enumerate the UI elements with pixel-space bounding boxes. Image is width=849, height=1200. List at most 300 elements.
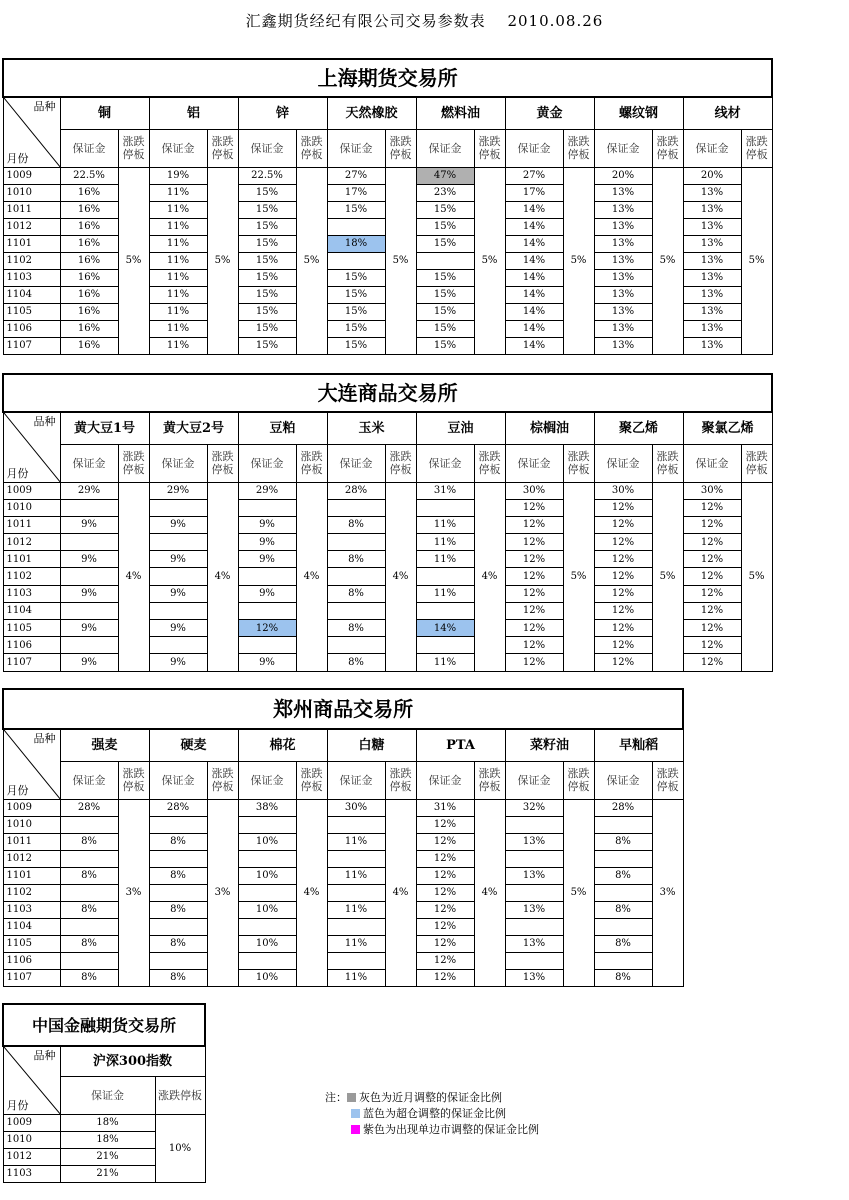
- margin-cell: [238, 637, 296, 654]
- month-cell: 1103: [3, 585, 60, 602]
- margin-cell: 11%: [149, 218, 207, 235]
- margin-cell: [149, 568, 207, 585]
- month-cell: 1102: [3, 252, 60, 269]
- margin-cell: 19%: [149, 167, 207, 184]
- margin-cell: [238, 499, 296, 516]
- margin-cell: [505, 952, 563, 969]
- margin-cell: 21%: [60, 1165, 155, 1182]
- margin-cell: 14%: [505, 286, 563, 303]
- margin-cell: 10%: [238, 935, 296, 952]
- margin-cell: [60, 602, 118, 619]
- margin-cell: 28%: [60, 799, 118, 816]
- margin-header: 保证金: [327, 444, 385, 482]
- margin-cell: 16%: [60, 252, 118, 269]
- margin-cell: 9%: [149, 516, 207, 533]
- margin-cell: 13%: [683, 320, 741, 337]
- margin-cell: 11%: [327, 935, 385, 952]
- product-name: 黄金: [505, 97, 594, 129]
- month-cell: 1106: [3, 637, 60, 654]
- margin-cell: 13%: [683, 252, 741, 269]
- limit-cell: 4%: [207, 482, 238, 671]
- margin-cell: [327, 602, 385, 619]
- corner-month-label: 月份: [6, 466, 29, 480]
- month-cell: 1012: [3, 218, 60, 235]
- margin-cell: 11%: [149, 201, 207, 218]
- margin-cell: [505, 850, 563, 867]
- margin-cell: 12%: [594, 585, 652, 602]
- product-name: 硬麦: [149, 729, 238, 761]
- margin-header: 保证金: [505, 129, 563, 167]
- limit-cell: 4%: [118, 482, 149, 671]
- month-cell: 1011: [3, 833, 60, 850]
- margin-cell: 15%: [327, 201, 385, 218]
- exchange-title: 郑州商品交易所: [3, 689, 683, 729]
- limit-header: 涨跌停板: [652, 761, 683, 799]
- margin-cell: 16%: [60, 303, 118, 320]
- month-cell: 1107: [3, 337, 60, 354]
- margin-cell: [149, 816, 207, 833]
- margin-cell: 15%: [238, 184, 296, 201]
- margin-cell: [416, 499, 474, 516]
- margin-cell: 8%: [60, 867, 118, 884]
- margin-cell: 13%: [594, 252, 652, 269]
- margin-cell: [60, 499, 118, 516]
- margin-header: 保证金: [594, 129, 652, 167]
- margin-cell: 27%: [327, 167, 385, 184]
- month-cell: 1009: [3, 482, 60, 499]
- margin-cell: 15%: [416, 320, 474, 337]
- product-name: 铝: [149, 97, 238, 129]
- margin-cell: 20%: [683, 167, 741, 184]
- limit-header: 涨跌停板: [652, 444, 683, 482]
- margin-header: 保证金: [60, 1076, 155, 1114]
- corner-header: [3, 1046, 60, 1114]
- margin-cell: 15%: [416, 269, 474, 286]
- limit-header: 涨跌停板: [385, 761, 416, 799]
- product-name: 黄大豆1号: [60, 412, 149, 444]
- margin-cell: 12%: [594, 602, 652, 619]
- margin-cell: [594, 884, 652, 901]
- margin-cell: 12%: [416, 901, 474, 918]
- limit-header: 涨跌停板: [207, 129, 238, 167]
- margin-cell: 8%: [594, 867, 652, 884]
- margin-cell: [327, 850, 385, 867]
- document-title: 汇鑫期货经纪有限公司交易参数表 2010.08.26: [245, 12, 604, 30]
- margin-cell: 12%: [505, 620, 563, 637]
- margin-cell: 12%: [594, 637, 652, 654]
- margin-cell: 11%: [149, 320, 207, 337]
- margin-cell: 15%: [416, 235, 474, 252]
- month-cell: 1009: [3, 167, 60, 184]
- margin-cell: 18%: [60, 1114, 155, 1131]
- margin-cell: 22.5%: [60, 167, 118, 184]
- margin-cell: 12%: [505, 585, 563, 602]
- margin-cell: 14%: [505, 303, 563, 320]
- margin-header: 保证金: [149, 761, 207, 799]
- margin-cell: 17%: [505, 184, 563, 201]
- margin-cell: 12%: [505, 654, 563, 671]
- margin-header: 保证金: [505, 444, 563, 482]
- margin-cell: 13%: [594, 286, 652, 303]
- month-cell: 1101: [3, 235, 60, 252]
- margin-cell: 47%: [416, 167, 474, 184]
- margin-cell: 12%: [416, 884, 474, 901]
- limit-cell: 4%: [385, 799, 416, 986]
- month-cell: 1102: [3, 568, 60, 585]
- month-cell: 1101: [3, 551, 60, 568]
- margin-cell: [416, 568, 474, 585]
- margin-cell: 12%: [594, 551, 652, 568]
- margin-cell: 13%: [683, 218, 741, 235]
- margin-header: 保证金: [594, 761, 652, 799]
- margin-header: 保证金: [416, 444, 474, 482]
- margin-cell: 13%: [505, 867, 563, 884]
- margin-cell: [149, 850, 207, 867]
- margin-cell: 15%: [416, 337, 474, 354]
- product-name: 聚乙烯: [594, 412, 683, 444]
- margin-cell: [60, 952, 118, 969]
- margin-cell: [327, 952, 385, 969]
- margin-cell: 12%: [505, 551, 563, 568]
- margin-cell: 15%: [416, 218, 474, 235]
- margin-cell: [416, 637, 474, 654]
- margin-cell: 13%: [683, 286, 741, 303]
- margin-cell: 18%: [60, 1131, 155, 1148]
- margin-header: 保证金: [238, 761, 296, 799]
- limit-header: 涨跌停板: [207, 444, 238, 482]
- margin-cell: 10%: [238, 867, 296, 884]
- table-row: [3, 167, 772, 184]
- margin-cell: 30%: [505, 482, 563, 499]
- margin-cell: [238, 952, 296, 969]
- margin-cell: [60, 637, 118, 654]
- product-name: 玉米: [327, 412, 416, 444]
- legend: [325, 1090, 539, 1138]
- margin-cell: 8%: [594, 833, 652, 850]
- product-name: 豆油: [416, 412, 505, 444]
- limit-cell: 4%: [474, 482, 505, 671]
- margin-cell: [594, 816, 652, 833]
- limit-header: 涨跌停板: [118, 129, 149, 167]
- limit-header: 涨跌停板: [563, 129, 594, 167]
- margin-cell: 8%: [149, 935, 207, 952]
- margin-cell: 8%: [60, 833, 118, 850]
- margin-cell: 15%: [238, 337, 296, 354]
- month-cell: 1103: [3, 1165, 60, 1182]
- margin-cell: 14%: [505, 337, 563, 354]
- month-cell: 1105: [3, 935, 60, 952]
- margin-cell: [238, 850, 296, 867]
- margin-cell: 15%: [416, 286, 474, 303]
- margin-cell: 8%: [60, 969, 118, 986]
- margin-cell: 15%: [327, 269, 385, 286]
- margin-cell: 13%: [505, 935, 563, 952]
- margin-header: 保证金: [505, 761, 563, 799]
- product-name: 线材: [683, 97, 772, 129]
- month-cell: 1106: [3, 952, 60, 969]
- month-cell: 1012: [3, 534, 60, 551]
- margin-header: 保证金: [60, 444, 118, 482]
- margin-header: 保证金: [683, 444, 741, 482]
- margin-cell: 12%: [683, 585, 741, 602]
- shfe-table: [2, 58, 773, 355]
- margin-cell: 8%: [149, 901, 207, 918]
- margin-cell: 8%: [149, 833, 207, 850]
- margin-cell: 12%: [683, 568, 741, 585]
- margin-cell: 11%: [149, 252, 207, 269]
- margin-cell: 27%: [505, 167, 563, 184]
- margin-cell: 15%: [238, 269, 296, 286]
- margin-cell: 8%: [60, 935, 118, 952]
- margin-cell: [149, 918, 207, 935]
- exchange-title: 中国金融期货交易所: [3, 1004, 205, 1046]
- margin-cell: [238, 918, 296, 935]
- margin-cell: 8%: [149, 867, 207, 884]
- limit-cell: 5%: [563, 799, 594, 986]
- margin-cell: 12%: [505, 568, 563, 585]
- corner-product-label: 品种: [33, 732, 56, 745]
- margin-cell: 16%: [60, 235, 118, 252]
- margin-cell: 11%: [149, 235, 207, 252]
- margin-cell: 9%: [238, 534, 296, 551]
- margin-cell: 30%: [594, 482, 652, 499]
- margin-cell: [594, 918, 652, 935]
- margin-cell: 13%: [505, 901, 563, 918]
- margin-cell: [327, 637, 385, 654]
- margin-cell: 9%: [60, 620, 118, 637]
- margin-header: 保证金: [416, 761, 474, 799]
- margin-cell: 12%: [594, 499, 652, 516]
- product-name: 聚氯乙烯: [683, 412, 772, 444]
- blue-swatch-icon: [351, 1109, 360, 1118]
- margin-cell: 12%: [594, 568, 652, 585]
- margin-cell: 38%: [238, 799, 296, 816]
- margin-cell: 9%: [60, 551, 118, 568]
- margin-cell: 21%: [60, 1148, 155, 1165]
- margin-cell: 11%: [416, 534, 474, 551]
- margin-cell: 11%: [327, 901, 385, 918]
- margin-cell: [416, 602, 474, 619]
- gray-swatch-icon: [347, 1093, 356, 1102]
- product-name: 锌: [238, 97, 327, 129]
- margin-cell: 12%: [416, 935, 474, 952]
- margin-cell: 13%: [683, 235, 741, 252]
- product-name: 棕榈油: [505, 412, 594, 444]
- margin-cell: [149, 952, 207, 969]
- margin-cell: [505, 884, 563, 901]
- product-name: 沪深300指数: [60, 1046, 205, 1076]
- limit-cell: 3%: [118, 799, 149, 986]
- margin-cell: 15%: [327, 286, 385, 303]
- margin-cell: 11%: [149, 337, 207, 354]
- margin-cell: [327, 884, 385, 901]
- limit-header: 涨跌停板: [563, 444, 594, 482]
- margin-cell: 12%: [683, 654, 741, 671]
- legend-item-magenta: [325, 1122, 539, 1138]
- margin-cell: 29%: [238, 482, 296, 499]
- margin-cell: 31%: [416, 799, 474, 816]
- margin-cell: [60, 816, 118, 833]
- margin-cell: 11%: [327, 833, 385, 850]
- limit-header: 涨跌停板: [563, 761, 594, 799]
- corner-product-label: 品种: [33, 415, 56, 428]
- margin-cell: 13%: [683, 269, 741, 286]
- month-cell: 1104: [3, 602, 60, 619]
- margin-header: 保证金: [149, 444, 207, 482]
- product-name: 白糖: [327, 729, 416, 761]
- product-name: 铜: [60, 97, 149, 129]
- margin-cell: 16%: [60, 286, 118, 303]
- margin-cell: 15%: [327, 303, 385, 320]
- margin-cell: [505, 918, 563, 935]
- margin-cell: 14%: [505, 320, 563, 337]
- margin-cell: 12%: [594, 620, 652, 637]
- magenta-swatch-icon: [351, 1125, 360, 1134]
- margin-cell: 30%: [327, 799, 385, 816]
- margin-cell: [327, 218, 385, 235]
- corner-month-label: 月份: [6, 151, 29, 165]
- margin-cell: [327, 534, 385, 551]
- limit-cell: 4%: [385, 482, 416, 671]
- limit-cell: 5%: [563, 167, 594, 354]
- limit-cell: 5%: [118, 167, 149, 354]
- margin-cell: [505, 816, 563, 833]
- month-cell: 1107: [3, 654, 60, 671]
- margin-cell: 11%: [149, 184, 207, 201]
- month-cell: 1104: [3, 918, 60, 935]
- margin-header: 保证金: [327, 129, 385, 167]
- limit-header: 涨跌停板: [385, 444, 416, 482]
- margin-cell: [238, 816, 296, 833]
- margin-cell: 12%: [683, 620, 741, 637]
- margin-cell: 32%: [505, 799, 563, 816]
- margin-cell: 14%: [505, 269, 563, 286]
- margin-cell: 8%: [594, 969, 652, 986]
- margin-cell: [149, 637, 207, 654]
- margin-cell: 16%: [60, 184, 118, 201]
- margin-cell: 10%: [238, 969, 296, 986]
- limit-header: 涨跌停板: [652, 129, 683, 167]
- margin-cell: 28%: [149, 799, 207, 816]
- margin-cell: 15%: [327, 320, 385, 337]
- margin-cell: 12%: [683, 516, 741, 533]
- margin-cell: [327, 499, 385, 516]
- margin-cell: 12%: [683, 551, 741, 568]
- margin-header: 保证金: [416, 129, 474, 167]
- limit-cell: 5%: [385, 167, 416, 354]
- month-cell: 1106: [3, 320, 60, 337]
- margin-cell: 14%: [505, 252, 563, 269]
- product-name: 早籼稻: [594, 729, 683, 761]
- margin-cell: [60, 918, 118, 935]
- margin-cell: [149, 884, 207, 901]
- margin-cell: 13%: [683, 184, 741, 201]
- margin-cell: [238, 602, 296, 619]
- product-name: 黄大豆2号: [149, 412, 238, 444]
- margin-cell: 8%: [149, 969, 207, 986]
- limit-header: 涨跌停板: [741, 444, 772, 482]
- month-cell: 1103: [3, 269, 60, 286]
- margin-cell: 30%: [683, 482, 741, 499]
- margin-cell: [327, 816, 385, 833]
- margin-cell: 12%: [416, 952, 474, 969]
- margin-cell: 15%: [238, 235, 296, 252]
- month-cell: 1009: [3, 799, 60, 816]
- margin-cell: 13%: [505, 969, 563, 986]
- margin-cell: 29%: [60, 482, 118, 499]
- margin-header: 保证金: [149, 129, 207, 167]
- margin-cell: 9%: [238, 654, 296, 671]
- margin-header: 保证金: [238, 129, 296, 167]
- margin-cell: 13%: [505, 833, 563, 850]
- margin-cell: 12%: [505, 637, 563, 654]
- margin-cell: [594, 850, 652, 867]
- limit-header: 涨跌停板: [155, 1076, 205, 1114]
- margin-cell: 9%: [238, 585, 296, 602]
- margin-cell: 15%: [238, 201, 296, 218]
- margin-cell: 8%: [327, 620, 385, 637]
- margin-cell: [60, 850, 118, 867]
- margin-cell: 15%: [238, 218, 296, 235]
- month-cell: 1105: [3, 620, 60, 637]
- margin-cell: 13%: [683, 303, 741, 320]
- margin-cell: 12%: [416, 867, 474, 884]
- month-cell: 1012: [3, 1148, 60, 1165]
- margin-cell: [60, 568, 118, 585]
- product-name: 强麦: [60, 729, 149, 761]
- dce-table: [2, 373, 773, 672]
- margin-cell: 29%: [149, 482, 207, 499]
- margin-cell: 12%: [505, 516, 563, 533]
- limit-cell: 5%: [563, 482, 594, 671]
- margin-cell: 11%: [327, 969, 385, 986]
- margin-cell: 12%: [416, 833, 474, 850]
- exchange-title: 上海期货交易所: [3, 59, 772, 97]
- corner-month-label: 月份: [6, 1098, 29, 1112]
- margin-cell: 9%: [238, 551, 296, 568]
- margin-cell: 13%: [683, 337, 741, 354]
- month-cell: 1103: [3, 901, 60, 918]
- limit-cell: 5%: [652, 167, 683, 354]
- legend-item-blue: [325, 1106, 539, 1122]
- margin-cell: 15%: [238, 303, 296, 320]
- limit-header: 涨跌停板: [118, 444, 149, 482]
- limit-header: 涨跌停板: [474, 761, 505, 799]
- table-row: [3, 482, 772, 499]
- margin-cell: [327, 252, 385, 269]
- margin-cell: 20%: [594, 167, 652, 184]
- limit-cell: 5%: [652, 482, 683, 671]
- margin-header: 保证金: [683, 129, 741, 167]
- margin-cell: 9%: [149, 585, 207, 602]
- margin-cell: 11%: [149, 303, 207, 320]
- margin-cell: 16%: [60, 337, 118, 354]
- margin-cell: 13%: [594, 235, 652, 252]
- limit-cell: 4%: [296, 482, 327, 671]
- margin-header: 保证金: [327, 761, 385, 799]
- margin-cell: 9%: [238, 516, 296, 533]
- margin-cell: 8%: [327, 654, 385, 671]
- margin-cell: 9%: [149, 551, 207, 568]
- legend-text: 蓝色为超仓调整的保证金比例: [363, 1107, 506, 1120]
- margin-cell: [327, 918, 385, 935]
- limit-header: 涨跌停板: [385, 129, 416, 167]
- month-cell: 1010: [3, 184, 60, 201]
- margin-cell: [238, 884, 296, 901]
- limit-cell: 5%: [296, 167, 327, 354]
- month-cell: 1104: [3, 286, 60, 303]
- margin-header: 保证金: [594, 444, 652, 482]
